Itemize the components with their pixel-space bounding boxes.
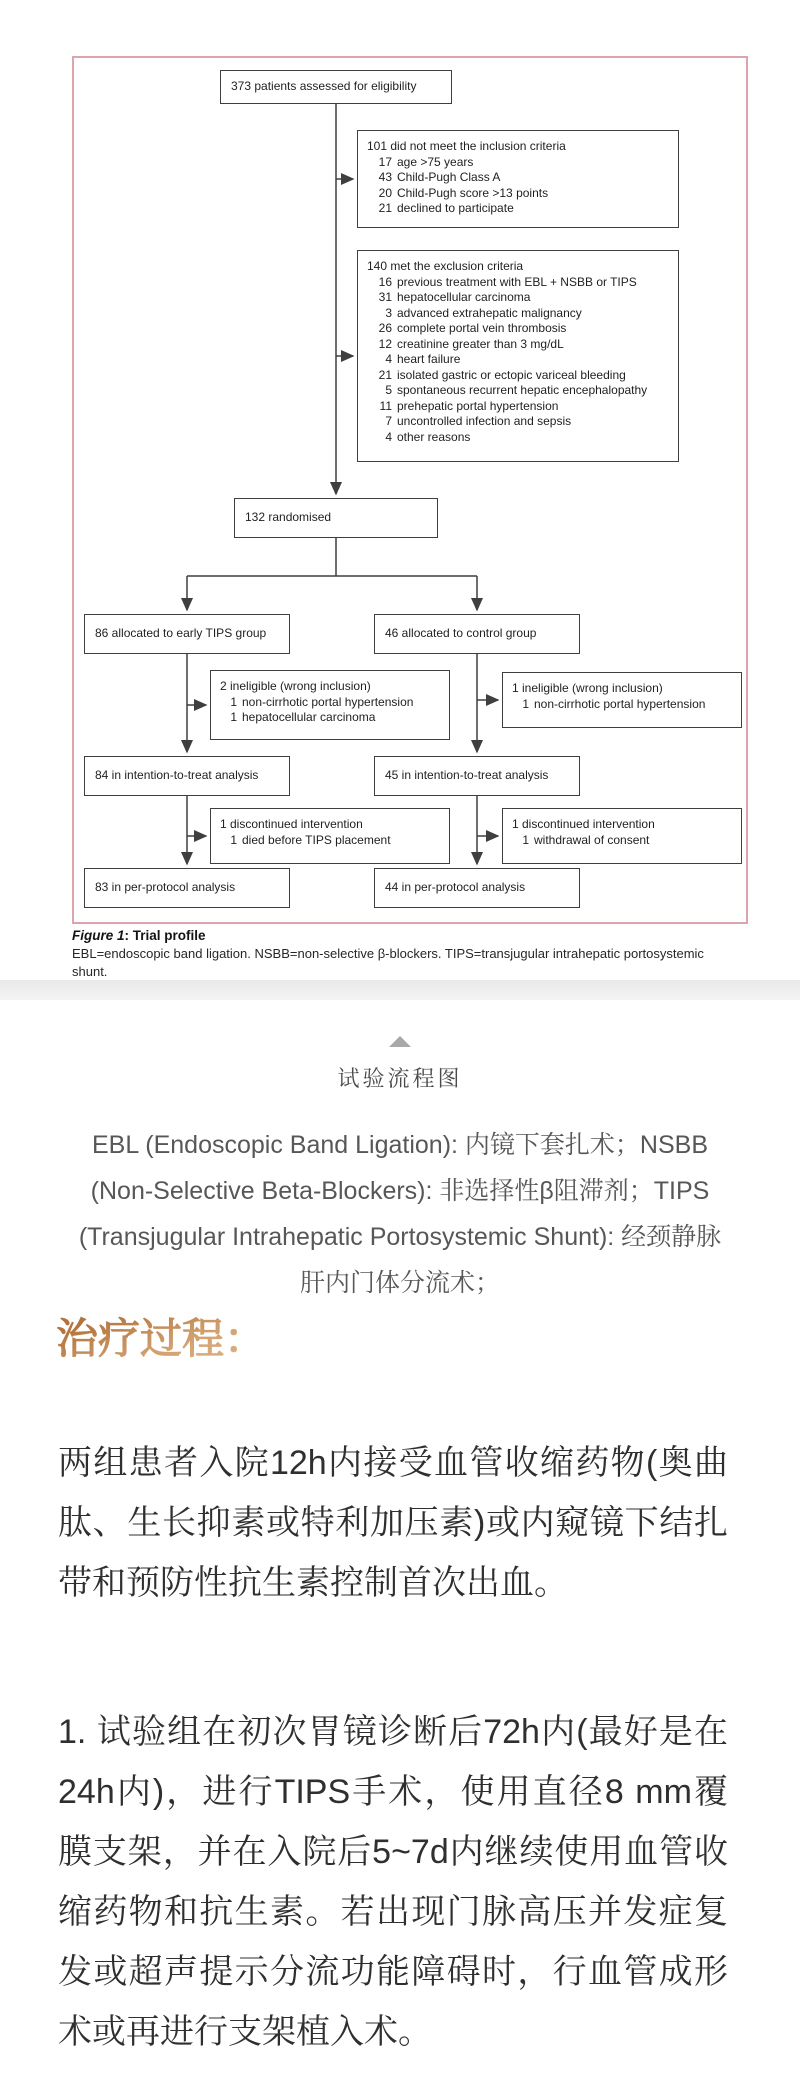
paragraph-1: 两组患者入院12h内接受血管收缩药物(奥曲肽、生长抑素或特利加压素)或内窥镜下结扎带和预防性抗生素控制首次出血。: [58, 1444, 728, 1602]
item-count: 7: [385, 414, 392, 428]
item-count: 1: [230, 832, 237, 847]
flow-box-assessed: [220, 70, 452, 104]
criteria-item: [367, 352, 669, 368]
item-text: uncontrolled infection and sepsis: [397, 414, 572, 428]
item-text: non-cirrhotic portal hypertension: [534, 696, 706, 711]
item-text: hepatocellular carcinoma: [397, 290, 531, 304]
criteria-item: [367, 290, 669, 306]
item-count: 11: [379, 398, 392, 413]
criteria-item: [367, 430, 669, 446]
criteria-item: [367, 368, 669, 384]
figure-number: Figure 1: [72, 928, 125, 943]
item-text: age >75 years: [397, 154, 474, 169]
flow-box-text: 86 allocated to early TIPS group: [95, 626, 267, 641]
section-divider: [0, 980, 800, 1000]
item-text: Child-Pugh score >13 points: [397, 185, 549, 200]
flow-box-tips-ineligible: [210, 670, 450, 740]
item-text: declined to participate: [397, 201, 514, 215]
flow-box-tips-allocated: [84, 614, 290, 654]
flow-box-tips-itt: [84, 756, 290, 796]
flow-box-title: 2 ineligible (wrong inclusion): [220, 679, 371, 693]
item-text: creatinine greater than 3 mg/dL: [397, 336, 564, 351]
item-count: 3: [385, 305, 392, 320]
flow-box-title: 140 met the exclusion criteria: [367, 259, 524, 273]
flow-box-tips-per-protocol: [84, 868, 290, 908]
flow-box-text: 83 in per-protocol analysis: [95, 880, 236, 895]
flow-box-title: 101 did not meet the inclusion criteria: [367, 139, 566, 153]
item-text: hepatocellular carcinoma: [242, 710, 376, 724]
criteria-item: [220, 695, 440, 711]
item-text: advanced extrahepatic malignancy: [397, 305, 582, 320]
criteria-item: [367, 186, 669, 202]
trial-profile-figure: [72, 56, 748, 924]
criteria-item: [367, 170, 669, 186]
criteria-item: [367, 155, 669, 171]
flow-box-control-per-protocol: [374, 868, 580, 908]
flow-box-not-inclusion: [357, 130, 679, 228]
criteria-item: [367, 383, 669, 399]
item-count: 31: [378, 290, 392, 304]
item-count: 4: [385, 429, 392, 444]
criteria-item: [367, 275, 669, 291]
figure-title-text: : Trial profile: [124, 928, 206, 943]
criteria-item: [512, 833, 732, 849]
criteria-item: [367, 414, 669, 430]
item-count: 20: [378, 185, 392, 200]
figure-caption-title: [72, 928, 732, 943]
criteria-item: [367, 306, 669, 322]
item-text: withdrawal of consent: [534, 832, 650, 847]
item-text: prehepatic portal hypertension: [397, 398, 559, 413]
figure-caption-body: EBL=endoscopic band ligation. NSBB=non-selective β-blockers. TIPS=transjugular intrahepatic portosystemic shunt.: [72, 946, 704, 979]
flow-box-title: 1 ineligible (wrong inclusion): [512, 681, 663, 695]
flow-box-title: 1 discontinued intervention: [512, 817, 655, 831]
flow-box-tips-discontinued: [210, 808, 450, 864]
flow-box-text: 44 in per-protocol analysis: [385, 880, 526, 895]
item-count: 16: [378, 274, 392, 289]
item-text: heart failure: [397, 352, 461, 366]
flow-box-control-ineligible: [502, 672, 742, 728]
flow-box-text: 46 allocated to control group: [385, 626, 537, 641]
item-count: 21: [378, 367, 392, 382]
item-text: spontaneous recurrent hepatic encephalopathy: [397, 383, 648, 397]
flow-box-randomised-text: 132 randomised: [245, 510, 332, 525]
item-count: 12: [378, 336, 392, 351]
item-count: 1: [522, 832, 529, 847]
item-count: 1: [230, 694, 237, 709]
item-count: 17: [378, 154, 392, 169]
item-text: complete portal vein thrombosis: [397, 321, 567, 335]
criteria-item: [367, 399, 669, 415]
criteria-item: [512, 697, 732, 713]
item-text: non-cirrhotic portal hypertension: [242, 694, 414, 709]
item-text: other reasons: [397, 429, 471, 444]
flow-box-assessed-text: 373 patients assessed for eligibility: [231, 79, 417, 94]
figure-label-zh: 试验流程图: [337, 1066, 463, 1091]
item-count: 5: [385, 383, 392, 397]
item-count: 1: [522, 696, 529, 711]
criteria-item: [367, 321, 669, 337]
item-count: 1: [230, 710, 237, 724]
flow-box-title: 1 discontinued intervention: [220, 817, 363, 831]
collapse-triangle-icon[interactable]: [389, 1036, 411, 1047]
flow-box-randomised: [234, 498, 438, 538]
item-count: 21: [378, 201, 392, 215]
item-count: 43: [378, 170, 392, 184]
flow-box-text: 84 in intention-to-treat analysis: [95, 768, 259, 783]
item-text: died before TIPS placement: [242, 832, 391, 847]
item-text: previous treatment with EBL + NSBB or TIPS: [397, 274, 637, 289]
item-text: Child-Pugh Class A: [397, 170, 501, 184]
section-heading: 治疗过程：: [56, 1314, 266, 1366]
flow-box-exclusion: [357, 250, 679, 462]
item-count: 26: [378, 321, 392, 335]
figure-caption: [72, 928, 732, 980]
flow-box-control-allocated: [374, 614, 580, 654]
flow-box-control-itt: [374, 756, 580, 796]
criteria-item: [367, 337, 669, 353]
criteria-item: [220, 833, 440, 849]
abbreviations-zh: EBL (Endoscopic Band Ligation): 内镜下套扎术；NSBB (Non-Selective Beta-Blockers): 非选择性β阻滞剂；TIPS (Transjugular Intrahepatic Portosystemic Shunt): 经颈静脉肝内门体分流术；: [78, 1131, 722, 1297]
criteria-item: [220, 710, 440, 726]
item-count: 4: [385, 352, 392, 366]
flow-box-control-discontinued: [502, 808, 742, 864]
item-text: isolated gastric or ectopic variceal bleeding: [397, 367, 626, 382]
flow-box-text: 45 in intention-to-treat analysis: [385, 768, 549, 783]
criteria-item: [367, 201, 669, 217]
paragraph-2: 1. 试验组在初次胃镜诊断后72h内(最好是在24h内)，进行TIPS手术，使用直径8 mm覆膜支架，并在入院后5~7d内继续使用血管收缩药物和抗生素。若出现门脉高压并发症复发或超声提示分流功能障碍时，行血管成形术或再进行支架植入术。: [58, 1713, 728, 2051]
